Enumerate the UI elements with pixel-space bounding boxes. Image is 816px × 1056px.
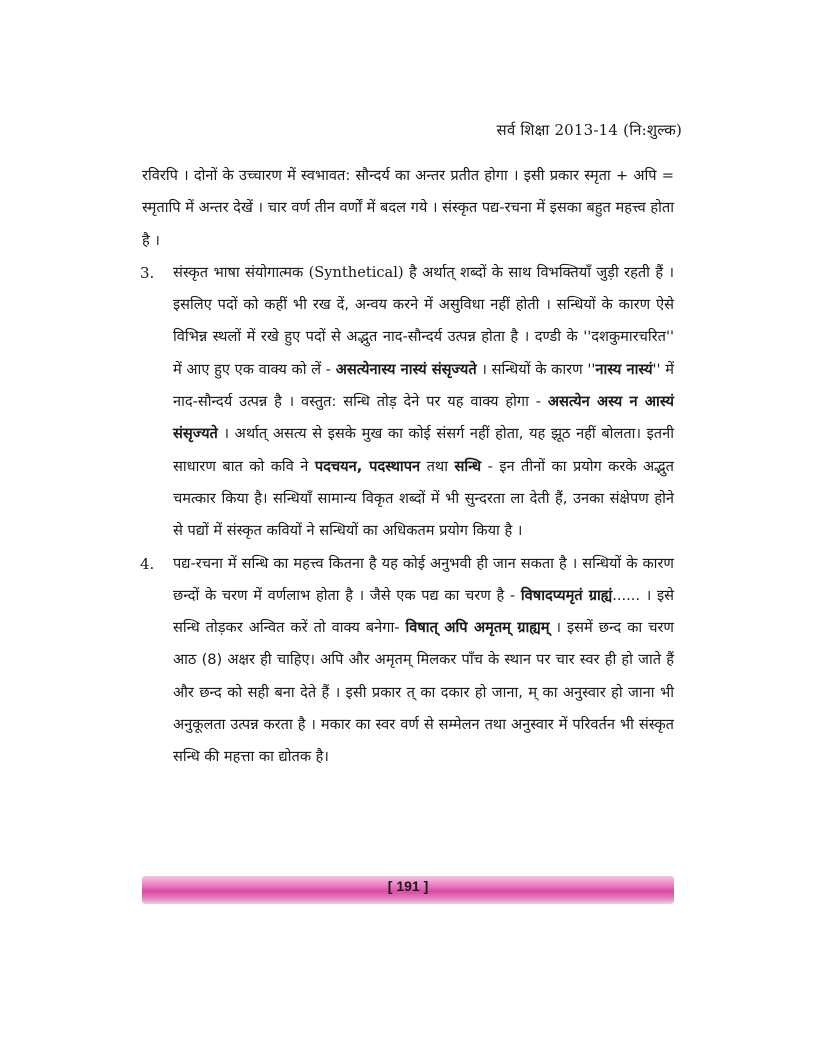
- footer-band: [142, 876, 674, 904]
- item3-text-3: । सन्धियों के कारण '': [476, 360, 596, 378]
- item4-text-2: ...... । इसे सन्धि तोड़कर अन्वित करें तो वाक्य बनेगा-: [173, 586, 674, 637]
- item3-bold-3: असत्येन अस्य न आस्यं संसृज्यते: [173, 393, 674, 443]
- item3-bold-1: असत्येनास्य नास्यं संसृज्यते: [335, 360, 477, 378]
- item3-text-4: '' में नाद-सौन्दर्य उत्पन्न है । वस्तुत: सन्धि तोड़ देने पर यह वाक्य होगा -: [173, 360, 675, 411]
- intro-paragraph: रविरपि । दोनों के उच्चारण में स्वभावत: सौन्दर्य का अन्तर प्रतीत होगा । इसी प्रकार स्मृता + अपि = स्मृतापि में अन्तर देखें । चार वर्ण तीन वर्णों में बदल गये । संस्कृत पद्य-रचना में इसका बहुत महत्त्व होता है ।: [142, 167, 674, 249]
- item3-bold-5: सन्धि: [454, 457, 482, 475]
- item3-text-6: तथा: [420, 457, 455, 475]
- item4-text-3: । इसमें छन्द का चरण आठ (8) अक्षर ही चाहिए। अपि और अमृतम् मिलकर पाँच के स्थान पर चार स्वर ही हो जाते हैं और छन्द को सही बना देते हैं । इसी प्रकार त् का दकार हो जाना, म् का अनुस्वार हो जाना भी अनुकूलता उत्पन्न करता है । मकार का स्वर वर्ण से सम्मेलन तथा अनुस्वार में परिवर्तन भी संस्कृत सन्धि की महत्ता का द्योतक है।: [173, 619, 674, 766]
- item3-text-2: है अर्थात् शब्दों के साथ विभक्तियाँ जुड़ी रहती हैं । इसलिए पदों को कहीं भी रख दें, अन्वय करने में असुविधा नहीं होती । सन्धियों के कारण ऐसे विभिन्न स्थलों में रखे हुए पदों से अद्भुत नाद-सौन्दर्य उत्पन्न होता है । दण्डी के ''दशकुमारचरित'' में आए हुए एक वाक्य को लें -: [173, 263, 674, 378]
- item3-text-7: - इन तीनों का प्रयोग करके अद्भुत चमत्कार किया है। सन्धियाँ सामान्य विकृत शब्दों में भी सुन्दरता ला देती हैं, उनका संक्षेपण होने से पद्यों में संस्कृत कवियों ने सन्धियों का अधिकतम प्रयोग किया है ।: [173, 457, 675, 540]
- item3-text-1: संस्कृत भाषा संयोगात्मक: [173, 263, 309, 281]
- item4-text-1: पद्य-रचना में सन्धि का महत्त्व कितना है यह कोई अनुभवी ही जान सकता है । सन्धियों के कारण छन्दों के चरण में वर्णलाभ होता है । जैसे एक पद्य का चरण है -: [173, 554, 674, 604]
- item3-bold-2: नास्य नास्यं: [595, 360, 653, 378]
- item3-latin-term: (Synthetical): [308, 263, 404, 281]
- page-number: [ 191 ]: [387, 878, 429, 894]
- running-header: सर्व शिक्षा 2013-14 (नि:शुल्क): [496, 121, 682, 139]
- body-text: [142, 160, 674, 774]
- item-number: 4.: [140, 554, 155, 573]
- item4-bold-1: विषादप्यमृतं ग्राह्यं: [520, 586, 613, 604]
- list-item-3: [142, 257, 674, 548]
- item-number: 3.: [140, 263, 155, 282]
- list-item-4: [142, 548, 674, 774]
- item3-text-5: । अर्थात् असत्य से इसके मुख का कोई संसर्ग नहीं होता, यह झूठ नहीं बोलता। इतनी साधारण बात को कवि ने: [173, 425, 674, 475]
- item3-bold-4: पदचयन, पदस्थापन: [314, 457, 421, 475]
- item4-bold-2: विषात् अपि अमृतम् ग्राह्यम्: [405, 619, 550, 637]
